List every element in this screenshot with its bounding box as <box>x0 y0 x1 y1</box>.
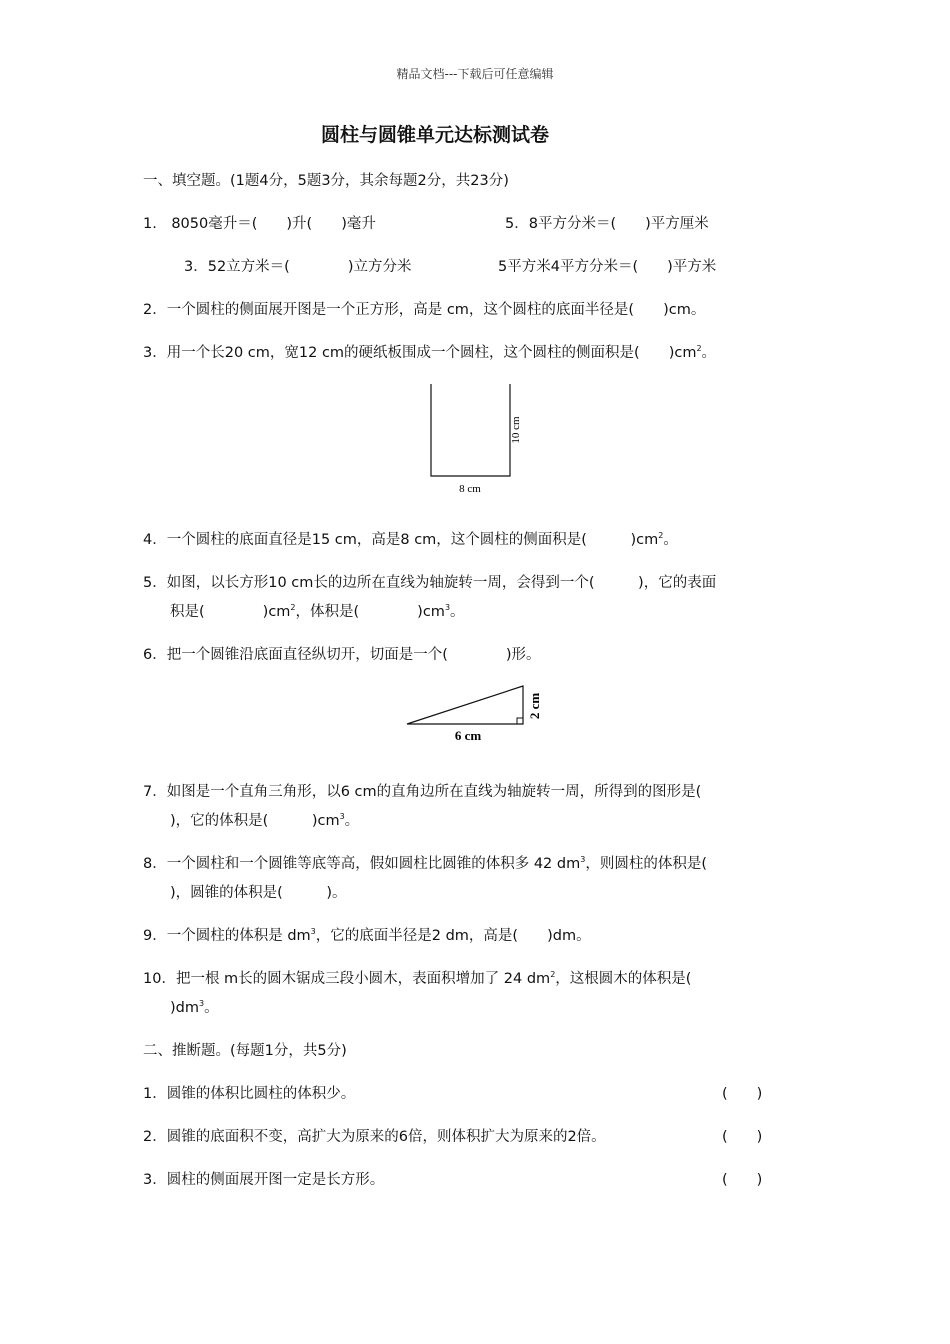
q8-text-a: 8．一个圆柱和一个圆锥等底等高，假如圆柱比圆锥的体积多 42 dm <box>143 856 581 872</box>
judge-item-3-answer-bracket[interactable]: ( ) <box>722 1172 763 1188</box>
q5-volume-text: ，体积是( )cm <box>295 604 445 620</box>
q3-superscript: 2 <box>696 344 702 353</box>
q3-text: 3．用一个长20 cm，宽12 cm的硬纸板围成一个圆柱，这个圆柱的侧面积是( )cm <box>143 345 697 361</box>
question-10-line1 <box>143 972 691 987</box>
q1-line1-right: 5．8平方分米＝( )平方厘米 <box>505 216 709 232</box>
judge-item-2-answer-bracket[interactable]: ( ) <box>722 1129 763 1145</box>
rectangle-width-label: 8 cm <box>459 483 481 495</box>
question-7-line1: 7．如图是一个直角三角形，以6 cm的直角边所在直线为轴旋转一周，所得到的图形是( <box>143 784 702 800</box>
judge-item-1-answer-bracket[interactable]: ( ) <box>722 1086 763 1102</box>
q10-superscript-1: 2 <box>550 970 556 979</box>
q1-line1-left: 1. 8050毫升＝( )升( )毫升 <box>143 216 376 232</box>
triangle-figure <box>400 682 550 746</box>
triangle-base-label: 6 cm <box>454 728 482 743</box>
q5-sup-2: 3 <box>444 603 451 612</box>
question-8-line2: )，圆锥的体积是( )。 <box>170 885 347 901</box>
question-9 <box>143 929 591 944</box>
question-8-line1 <box>143 857 707 872</box>
q9-text-a: 9．一个圆柱的体积是 dm <box>143 928 311 944</box>
question-7-line2 <box>170 814 359 829</box>
q1-line2-left: 3．52立方米＝( )立方分米 <box>184 259 412 275</box>
q10-superscript-2: 3 <box>199 999 205 1008</box>
q3-end: 。 <box>701 345 717 361</box>
question-6: 6．把一个圆锥沿底面直径纵切开，切面是一个( )形。 <box>143 647 541 663</box>
question-10-line2 <box>170 1001 219 1016</box>
question-3 <box>143 346 716 361</box>
section1-heading: 一、填空题。(1题4分，5题3分，其余每题2分，共23分) <box>143 173 509 189</box>
judge-item-1-text: 1．圆锥的体积比圆柱的体积少。 <box>143 1086 356 1102</box>
judge-item-2-text: 2．圆锥的底面积不变，高扩大为原来的6倍，则体积扩大为原来的2倍。 <box>143 1129 606 1145</box>
page-header: 精品文档---下载后可任意编辑 <box>396 67 554 81</box>
q5-end: 。 <box>450 604 465 620</box>
section2-heading: 二、推断题。(每题1分，共5分) <box>143 1043 347 1059</box>
right-angle-mark <box>517 718 523 724</box>
rectangle-figure <box>420 384 530 496</box>
question-2: 2．一个圆柱的侧面展开图是一个正方形，高是 cm，这个圆柱的底面半径是( )cm。 <box>143 302 706 318</box>
q7-text: )，它的体积是( )cm <box>170 813 340 829</box>
q9-superscript: 3 <box>310 927 316 936</box>
question-5-line1: 5．如图，以长方形10 cm长的边所在直线为轴旋转一周，会得到一个( )，它的表面 <box>143 575 717 591</box>
page-title: 圆柱与圆锥单元达标测试卷 <box>320 124 549 146</box>
q10-text-c: )dm <box>170 1000 199 1016</box>
q4-text: 4．一个圆柱的底面直径是15 cm，高是8 cm，这个圆柱的侧面积是( )cm <box>143 532 659 548</box>
q9-text-b: ，它的底面半径是2 dm，高是( )dm。 <box>315 928 591 944</box>
judge-item-3-text: 3．圆柱的侧面展开图一定是长方形。 <box>143 1172 385 1188</box>
q8-superscript: 3 <box>580 855 586 864</box>
q10-text-a: 10．把一根 m长的圆木锯成三段小圆木，表面积增加了 24 dm <box>143 971 551 987</box>
q8-text-b: ，则圆柱的体积是( <box>585 856 707 872</box>
q7-end: 。 <box>344 813 360 829</box>
triangle-outline <box>407 686 523 724</box>
rectangle-outline <box>431 384 510 476</box>
q7-superscript: 3 <box>339 812 345 821</box>
q5-sup-1: 2 <box>290 603 296 612</box>
question-5-line2 <box>170 605 465 620</box>
q1-line2-right: 5平方米4平方分米＝( )平方米 <box>498 259 717 275</box>
q10-text-b: ，这根圆木的体积是( <box>555 971 692 987</box>
q4-end: 。 <box>663 532 678 548</box>
question-4 <box>143 533 678 548</box>
triangle-height-label: 2 cm <box>527 692 542 720</box>
q5-area-text: 积是( )cm <box>170 604 291 620</box>
rectangle-height-label: 10 cm <box>510 416 522 444</box>
q10-end: 。 <box>204 1000 219 1016</box>
q4-superscript: 2 <box>658 531 664 540</box>
